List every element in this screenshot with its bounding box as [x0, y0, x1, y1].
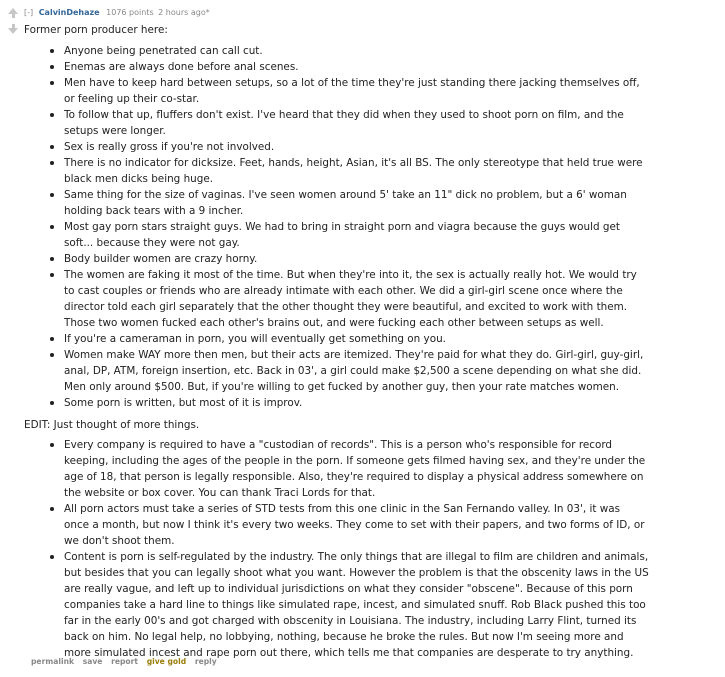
bullet-dot-icon — [50, 225, 54, 229]
list-item-line: more simulated incest and rape porn out there, which tells me that companies are desperate to try anything. — [64, 647, 634, 659]
comment-body — [24, 22, 714, 666]
bullet-dot-icon — [50, 193, 54, 197]
bullet-dot-icon — [50, 273, 54, 277]
bullet-list-edit — [24, 437, 714, 661]
list-item-line: to cast couples or friends who are already intimate with each other. We did a girl-girl scene once where the — [64, 285, 623, 297]
vote-arrows — [6, 7, 20, 34]
list-item — [24, 43, 714, 59]
intro-paragraph: Former porn producer here: — [24, 24, 168, 36]
list-item — [24, 347, 714, 395]
list-item-line: Content is porn is self-regulated by the industry. The only things that are illegal to film are children and animals, — [64, 551, 649, 563]
list-item-line: Men only around $500. But, if you're willing to get fucked by another guy, then your rate matches women. — [64, 381, 620, 393]
list-item-line: There is no indicator for dicksize. Feet, hands, height, Asian, it's all BS. The only stereotype that held true were — [64, 157, 643, 169]
bullet-dot-icon — [50, 257, 54, 261]
save-button[interactable]: save — [82, 657, 103, 666]
bullet-dot-icon — [50, 113, 54, 117]
bullet-dot-icon — [50, 555, 54, 559]
list-item — [24, 437, 714, 501]
list-item-line: far in the early 00's and got charged with obscenity in Louisiana. The industry, including Larry Flint, turned its — [64, 615, 637, 627]
list-item-line: Most gay porn stars straight guys. We had to bring in straight porn and viagra because the guys would get — [64, 221, 620, 233]
bullet-dot-icon — [50, 65, 54, 69]
list-item-line: black men dicks being huge. — [64, 173, 214, 185]
list-item-line: once a month, but now I think it's every two weeks. They come to set with their papers, and two forms of ID, or — [64, 519, 645, 531]
bullet-dot-icon — [50, 401, 54, 405]
comment-actions — [31, 657, 223, 666]
list-item-line: Those two women fucked each other's brains out, and were fucking each other between setups as well. — [64, 317, 604, 329]
list-item-line: age of 18, that person is legally responsible. Also, they're required to display a physical address somewhere on — [64, 471, 644, 483]
list-item-line: Enemas are always done before anal scenes. — [64, 61, 299, 73]
list-item-line: Some porn is written, but most of it is improv. — [64, 397, 303, 409]
list-item-line: director told each girl separately that the other thought they were beautiful, and excited to work with them. — [64, 301, 628, 313]
bullet-dot-icon — [50, 81, 54, 85]
list-item-line: are really vague, and left up to individual jurisdictions on what they consider "obscene". Because of this porn — [64, 583, 633, 595]
list-item-line: Women make WAY more then men, but their acts are itemized. They're paid for what they do. Girl-girl, guy-girl, — [64, 349, 644, 361]
list-item — [24, 501, 714, 549]
list-item-line: Sex is really gross if you're not involved. — [64, 141, 275, 153]
list-item-line: back on him. No legal help, no lobbying, nothing, because he broke the rules. But now I'm seeing more and — [64, 631, 624, 643]
author-link[interactable]: CalvinDehaze — [38, 8, 100, 17]
upvote-arrow-icon[interactable] — [6, 8, 20, 18]
comment-tagline — [24, 8, 210, 17]
list-item-line: or feeling up their co-star. — [64, 93, 200, 105]
list-item — [24, 331, 714, 347]
collapse-toggle[interactable]: [-] — [24, 8, 34, 17]
bullet-dot-icon — [50, 145, 54, 149]
list-item-line: anal, DP, ATM, foreign insertion, etc. Back in 03', a girl could make $2,500 a scene depending on what she did. — [64, 365, 642, 377]
list-item-line: companies take a hard line to things like simulated rape, incest, and simulated snuff. Rob Black pushed this too — [64, 599, 646, 611]
list-item-line: the website or box cover. You can thank Traci Lords for that. — [64, 487, 376, 499]
bullet-dot-icon — [50, 507, 54, 511]
list-item — [24, 219, 714, 251]
bullet-dot-icon — [50, 49, 54, 53]
list-item — [24, 187, 714, 219]
bullet-dot-icon — [50, 337, 54, 341]
list-item-line: Men have to keep hard between setups, so a lot of the time they're just standing there jacking themselves off, — [64, 77, 640, 89]
list-item — [24, 395, 714, 411]
reply-button[interactable]: reply — [194, 657, 217, 666]
list-item — [24, 549, 714, 661]
bullet-dot-icon — [50, 353, 54, 357]
list-item-line: setups were longer. — [64, 125, 166, 137]
list-item-line: keeping, including the ages of the people in the porn. If someone gets filmed having sex, and they're under the — [64, 455, 646, 467]
list-item — [24, 59, 714, 75]
list-item-line: soft... because they were not gay. — [64, 237, 240, 249]
score: 1076 points — [106, 8, 154, 17]
list-item-line: holding back tears with a 9 incher. — [64, 205, 244, 217]
list-item — [24, 267, 714, 331]
list-item-line: The women are faking it most of the time. But when they're into it, the sex is actually really hot. We would try — [64, 269, 637, 281]
list-item-line: but besides that you can legally shoot what you want. However the problem is that the obscenity laws in the US — [64, 567, 649, 579]
timestamp: 2 hours ago* — [158, 8, 210, 17]
list-item-line: To follow that up, fluffers don't exist. I've heard that they did when they used to shoot porn on film, and the — [64, 109, 624, 121]
downvote-arrow-icon[interactable] — [6, 24, 20, 34]
list-item-line: Body builder women are crazy horny. — [64, 253, 258, 265]
list-item — [24, 107, 714, 139]
list-item — [24, 155, 714, 187]
list-item — [24, 75, 714, 107]
list-item — [24, 139, 714, 155]
list-item-line: Anyone being penetrated can call cut. — [64, 45, 263, 57]
bullet-dot-icon — [50, 443, 54, 447]
list-item-line: If you're a cameraman in porn, you will eventually get something on you. — [64, 333, 446, 345]
permalink-button[interactable]: permalink — [31, 657, 75, 666]
list-item-line: All porn actors must take a series of STD tests from this one clinic in the San Fernando valley. In 03', it was — [64, 503, 621, 515]
give-gold-button[interactable]: give gold — [146, 657, 187, 666]
list-item-line: Same thing for the size of vaginas. I've seen women around 5' take an 11" dick no problem, but a 6' woman — [64, 189, 627, 201]
list-item-line: we don't shoot them. — [64, 535, 175, 547]
report-button[interactable]: report — [111, 657, 139, 666]
list-item-line: Every company is required to have a "custodian of records". This is a person who's responsible for record — [64, 439, 613, 451]
bullet-list-main — [24, 43, 714, 411]
bullet-dot-icon — [50, 161, 54, 165]
list-item — [24, 251, 714, 267]
edit-paragraph: EDIT: Just thought of more things. — [24, 419, 200, 431]
